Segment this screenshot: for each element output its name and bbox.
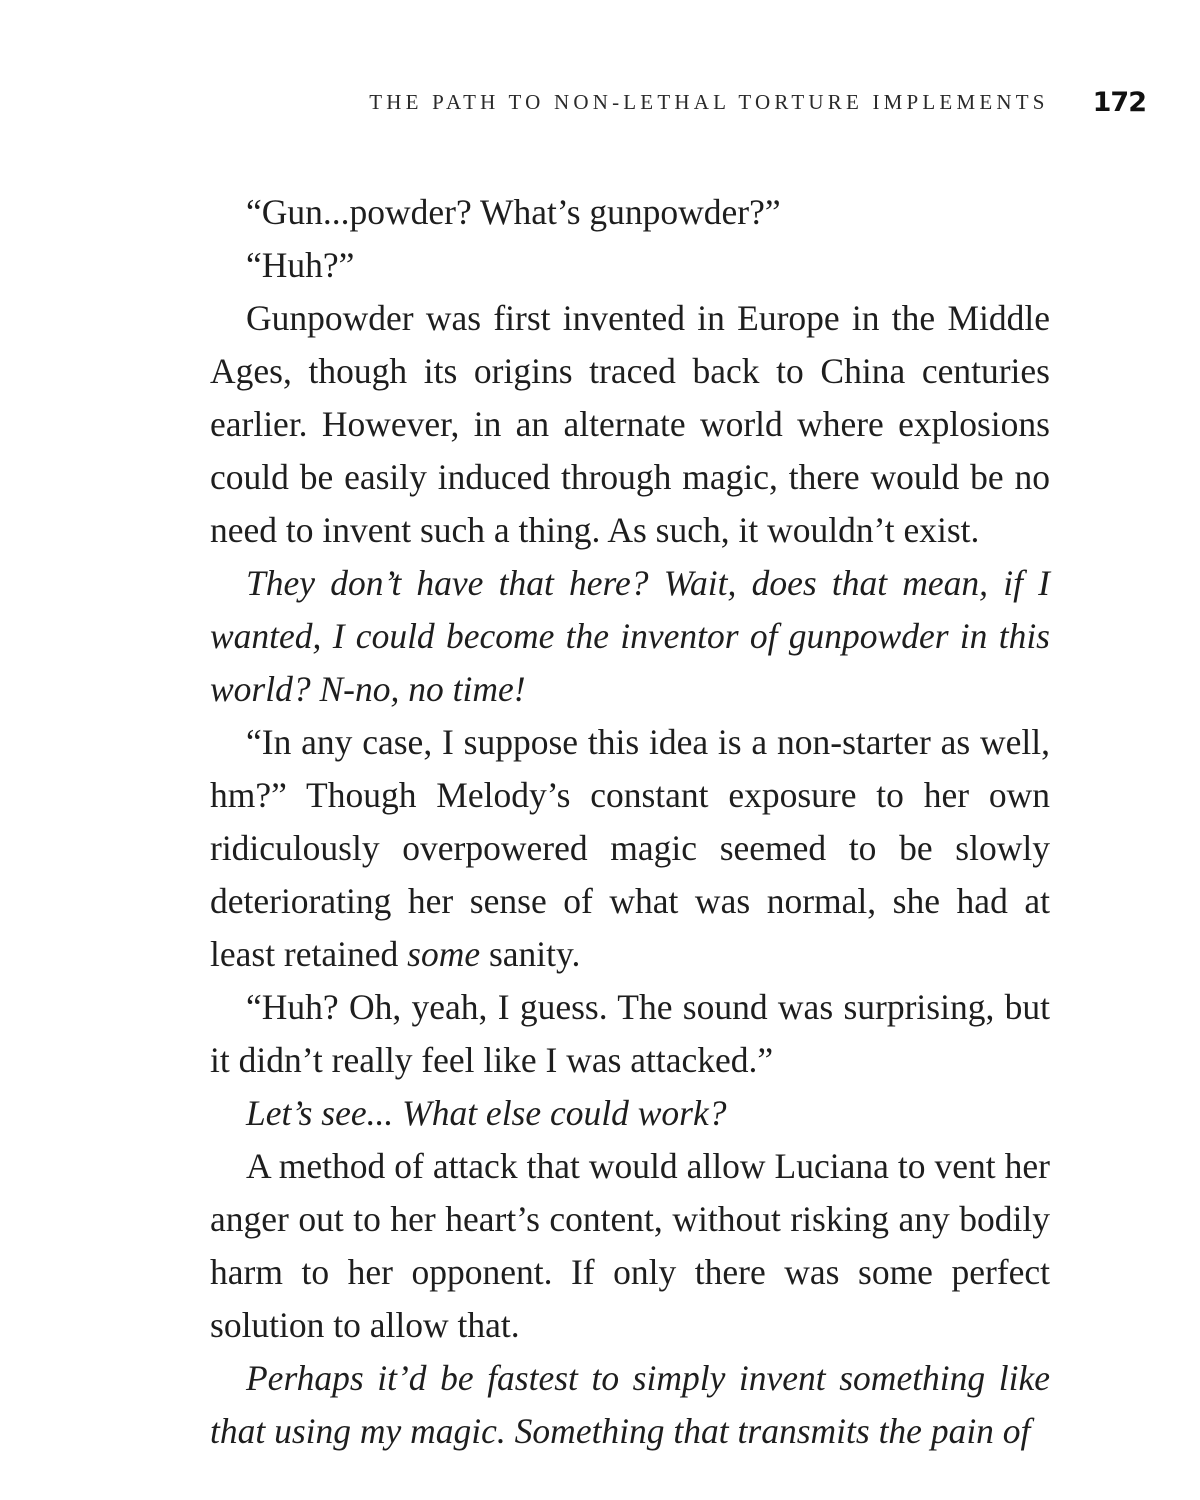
- paragraph-thought: Let’s see... What else could work?: [246, 1093, 727, 1133]
- paragraph-dialogue: “Gun...powder? What’s gunpowder?”: [246, 192, 781, 232]
- paragraph-narration: [210, 716, 1050, 981]
- page-number: 172: [1092, 86, 1146, 118]
- paragraph-narration: A method of attack that would allow Luciana to vent her anger out to her heart’s content, without risking any bodily harm to her opponent. If only there was some perfect solution to allow that.: [210, 1146, 1050, 1345]
- running-title: THE PATH TO NON-LETHAL TORTURE IMPLEMENTS: [369, 89, 1049, 114]
- running-header: [0, 82, 1146, 122]
- body-text: [210, 186, 1050, 1458]
- paragraph-narration: Gunpowder was first invented in Europe in the Middle Ages, though its origins traced back to China centuries earlier. However, in an alternate world where explosions could be easily induced through magic, there would be no need to invent such a thing. As such, it wouldn’t exist.: [210, 298, 1050, 550]
- paragraph-thought: They don’t have that here? Wait, does that mean, if I wanted, I could become the inventor of gunpowder in this world? N-no, no time!: [210, 563, 1050, 709]
- paragraph-text: “In any case, I suppose this idea is a non-starter as well, hm?” Though Melody’s constant exposure to her own ridiculously overpowered magic seemed to be slowly deteriorating her sense of what was normal, she had at least retained: [210, 722, 1050, 974]
- paragraph-dialogue: “Huh?”: [246, 245, 355, 285]
- paragraph-thought: Perhaps it’d be fastest to simply invent something like that using my magic. Something that transmits the pain of: [210, 1358, 1050, 1451]
- paragraph-dialogue: “Huh? Oh, yeah, I guess. The sound was surprising, but it didn’t really feel like I was attacked.”: [210, 987, 1050, 1080]
- paragraph-text: sanity.: [480, 934, 581, 974]
- emphasis-text: some: [407, 934, 481, 974]
